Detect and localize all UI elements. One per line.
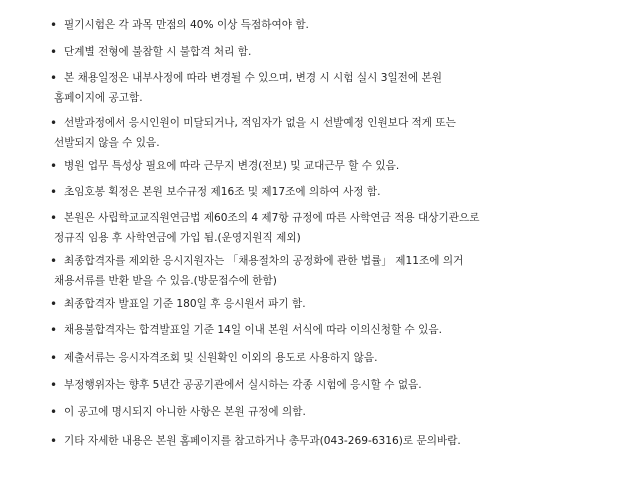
item-line: 부정행위자는 향후 5년간 공공기관에서 실시하는 각종 시험에 응시할 수 없음. — [64, 379, 422, 391]
item-line: 선발되지 않을 수 있음. — [54, 137, 160, 149]
bullet-icon: • — [50, 71, 58, 85]
bullet-icon: • — [50, 434, 58, 448]
item-line: 최종합격자를 제외한 응시지원자는 「채용절차의 공정화에 관한 법률」 제11조에 의거 — [64, 255, 464, 267]
item-line: 본원은 사립학교교직원연금법 제60조의 4 제7항 규정에 따른 사학연금 적용 대상기관으로 — [64, 212, 480, 224]
bullet-icon: • — [50, 18, 58, 32]
item-line: 선발과정에서 응시인원이 미달되거나, 적임자가 없을 시 선발예정 인원보다 적게 또는 — [64, 117, 456, 129]
item-line: 초임호봉 획정은 본원 보수규정 제16조 및 제17조에 의하여 사정 함. — [64, 186, 381, 198]
bullet-icon: • — [50, 297, 58, 311]
bullet-icon: • — [50, 185, 58, 199]
bullet-icon: • — [50, 351, 58, 365]
bullet-icon: • — [50, 378, 58, 392]
item-line: 기타 자세한 내용은 본원 홈페이지를 참고하거나 총무과(043-269-6316)로 문의바람. — [64, 435, 461, 447]
item-line: 홈페이지에 공고함. — [54, 92, 143, 104]
item-line: 단계별 전형에 불참할 시 불합격 처리 함. — [64, 46, 252, 58]
bullet-icon: • — [50, 405, 58, 419]
item-line: 필기시험은 각 과목 만점의 40% 이상 득점하여야 함. — [64, 19, 309, 31]
item-line: 최종합격자 발표일 기준 180일 후 응시원서 파기 함. — [64, 298, 306, 310]
item-line: 병원 업무 특성상 필요에 따라 근무지 변경(전보) 및 교대근무 할 수 있음. — [64, 160, 400, 172]
item-line: 채용서류를 반환 받을 수 있음.(방문접수에 한함) — [54, 275, 277, 287]
bullet-icon: • — [50, 211, 58, 225]
bullet-icon: • — [50, 159, 58, 173]
item-line: 이 공고에 명시되지 아니한 사항은 본원 규정에 의함. — [64, 406, 306, 418]
item-line: 제출서류는 응시자격조회 및 신원확인 이외의 용도로 사용하지 않음. — [64, 352, 378, 364]
item-line: 정규직 임용 후 사학연금에 가입 됨.(운영지원직 제외) — [54, 232, 301, 244]
item-line: 본 채용일정은 내부사정에 따라 변경될 수 있으며, 변경 시 시험 실시 3일전에 본원 — [64, 72, 442, 84]
bullet-icon: • — [50, 45, 58, 59]
bullet-icon: • — [50, 254, 58, 268]
bullet-icon: • — [50, 116, 58, 130]
item-line: 채용불합격자는 합격발표일 기준 14일 이내 본원 서식에 따라 이의신청할 수 있음. — [64, 324, 442, 336]
bullet-icon: • — [50, 323, 58, 337]
